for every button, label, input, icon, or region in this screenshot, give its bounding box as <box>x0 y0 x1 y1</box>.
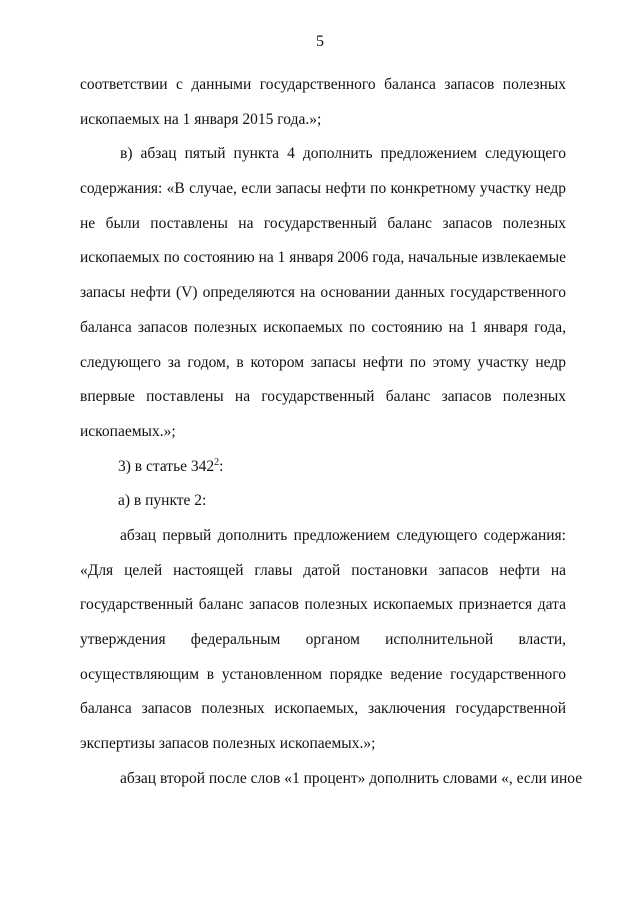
article-superscript: 2 <box>214 456 220 468</box>
page-number: 5 <box>316 33 324 50</box>
text-line: в) абзац пятый пункта 4 дополнить предложением следующего <box>120 145 566 163</box>
paragraph-6 <box>80 762 583 797</box>
document-body <box>80 68 583 796</box>
paragraph-2 <box>80 137 566 449</box>
text-line: ископаемых на 1 января 2015 года.»; <box>80 110 322 128</box>
text-line: баланса запасов полезных ископаемых по состоянию на 1 января года, <box>80 318 566 336</box>
text-line: «Для целей настоящей главы датой постановки запасов нефти на <box>80 561 566 579</box>
text-line: ископаемых по состоянию на 1 января 2006 года, начальные извлекаемые <box>80 249 567 267</box>
text-line: а) в пункте 2: <box>118 492 207 510</box>
paragraph-1 <box>80 68 566 137</box>
text-line: содержания: «В случае, если запасы нефти по конкретному участку недр <box>80 180 566 198</box>
text-line: запасы нефти (V) определяются на основании данных государственного <box>80 284 566 302</box>
text-line: баланса запасов полезных ископаемых, заключения государственной <box>80 700 566 718</box>
text-line: утверждения федеральным органом исполнительной власти, <box>80 631 566 648</box>
text-line: следующего за годом, в котором запасы нефти по этому участку недр <box>80 353 566 371</box>
text-line <box>80 450 566 485</box>
text-line: экспертизы запасов полезных ископаемых.»; <box>80 735 376 753</box>
text-line: ископаемых.»; <box>80 422 176 440</box>
article-ref-text: 3) в статье 342 <box>118 457 215 475</box>
paragraph-4 <box>80 484 566 519</box>
text-line: абзац первый дополнить предложением следующего содержания: <box>120 526 566 544</box>
text-line: впервые поставлены на государственный баланс запасов полезных <box>80 388 566 406</box>
text-line: соответствии с данными государственного баланса запасов полезных <box>80 76 566 93</box>
article-ref-colon: : <box>219 457 224 475</box>
text-line: не были поставлены на государственный баланс запасов полезных <box>80 214 566 232</box>
paragraph-3 <box>80 450 566 485</box>
text-line: осуществляющим в установленном порядке ведение государственного <box>80 665 566 683</box>
paragraph-5 <box>80 519 566 762</box>
text-line: абзац второй после слов «1 процент» дополнить словами «, если иное <box>120 769 583 787</box>
text-line: государственный баланс запасов полезных ископаемых признается дата <box>80 596 566 614</box>
